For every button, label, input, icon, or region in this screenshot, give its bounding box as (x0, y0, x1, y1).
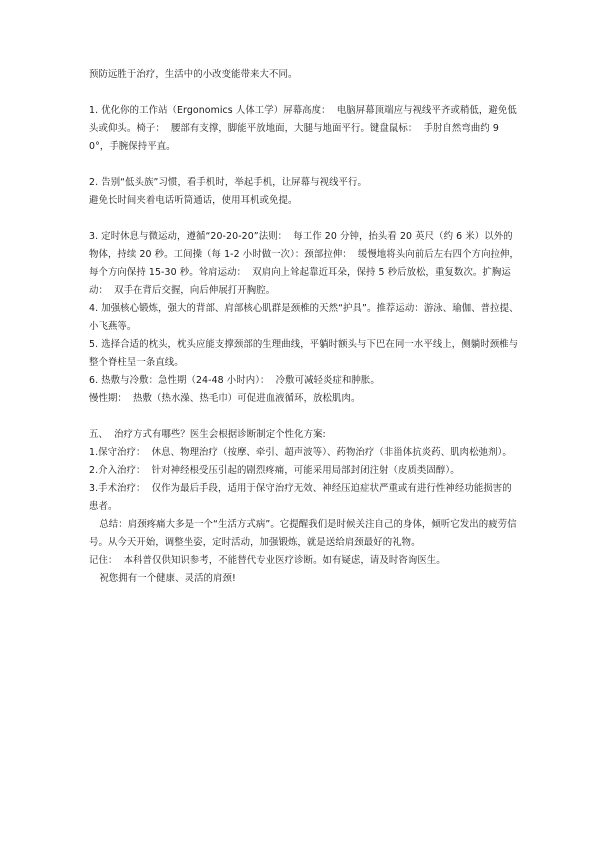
summary-paragraph: 总结：肩颈疼痛大多是一个“生活方式病”。它提醒我们是时候关注自己的身体，倾听它发出的疲劳信号。从今天开始，调整坐姿，定时活动，加强锻炼，就是送给肩颈最好的礼物。 (89, 519, 517, 548)
section5-heading: 五、 治疗方式有哪些？医生会根据诊断制定个性化方案: (89, 429, 326, 440)
tip-phone-habit: 2. 告别“低头族”习惯，看手机时，举起手机，让屏幕与视线平行。 避免长时间夹着电话听筒通话，使用耳机或免提。 (89, 177, 367, 206)
closing-line: 祝您拥有一个健康、灵活的肩颈! (99, 573, 236, 584)
document-page (89, 66, 519, 588)
treatment-conservative: 1.保守治疗： 休息、物理治疗（按摩、牵引、超声波等）、药物治疗（非甾体抗炎药、肌肉松弛剂）。 (89, 447, 512, 458)
spacer (89, 408, 519, 426)
spacer (89, 156, 519, 174)
spacer (89, 210, 519, 228)
intro-paragraph: 预防远胜于治疗，生活中的小改变能带来大不同。 (89, 69, 298, 80)
treatment-surgical: 3.手术治疗： 仅作为最后手段，适用于保守治疗无效、神经压迫症状严重或有进行性神经功能损害的患者。 (89, 483, 512, 512)
disclaimer-note: 记住： 本科普仅供知识参考，不能替代专业医疗诊断。如有疑虑，请及时咨询医生。 (89, 555, 446, 566)
treatment-interventional: 2.介入治疗： 针对神经根受压引起的剧烈疼痛，可能采用局部封闭注射（皮质类固醇）。 (89, 465, 460, 476)
spacer (89, 84, 519, 102)
tip-exercise-list: 3. 定时休息与微运动，遵循“20-20-20”法则： 每工作 20 分钟，抬头看 20 英尺（约 6 米）以外的物体，持续 20 秒。工间操（每 1-2 小时做一次）：颈部拉伸： 缓慢地将头向前后左右四个方向拉伸，每个方向保持 15-30 秒。耸肩运动： 双肩向上耸起靠近耳朵，保持 5 秒后放松，重复数次。扩胸运动： 双手在背后交握，向后伸展打开胸腔。 4. 加强核心锻炼，强大的背部、肩部核心肌群是颈椎的天然“护具”。推荐运动：游泳、瑜伽、普拉提、小飞燕等。 5. 选择合适的枕头，枕头应能支撑颈部的生理曲线，平躺时额头与下巴在同一水平线上，侧躺时颈椎与整个脊柱呈一条直线。 6. 热敷与冷敷：急性期（24-48 小时内）： 冷敷可减轻炎症和肿胀。 慢性期： 热敷（热水澡、热毛巾）可促进血液循环，放松肌肉。 (89, 231, 520, 404)
tip-workstation: 1. 优化你的工作站（Ergonomics 人体工学）屏幕高度： 电脑屏幕顶端应与视线平齐或稍低，避免低头或仰头。椅子： 腰部有支撑，脚能平放地面，大腿与地面平行。键盘鼠标： 手肘自然弯曲约 90°，手腕保持平直。 (89, 105, 517, 152)
